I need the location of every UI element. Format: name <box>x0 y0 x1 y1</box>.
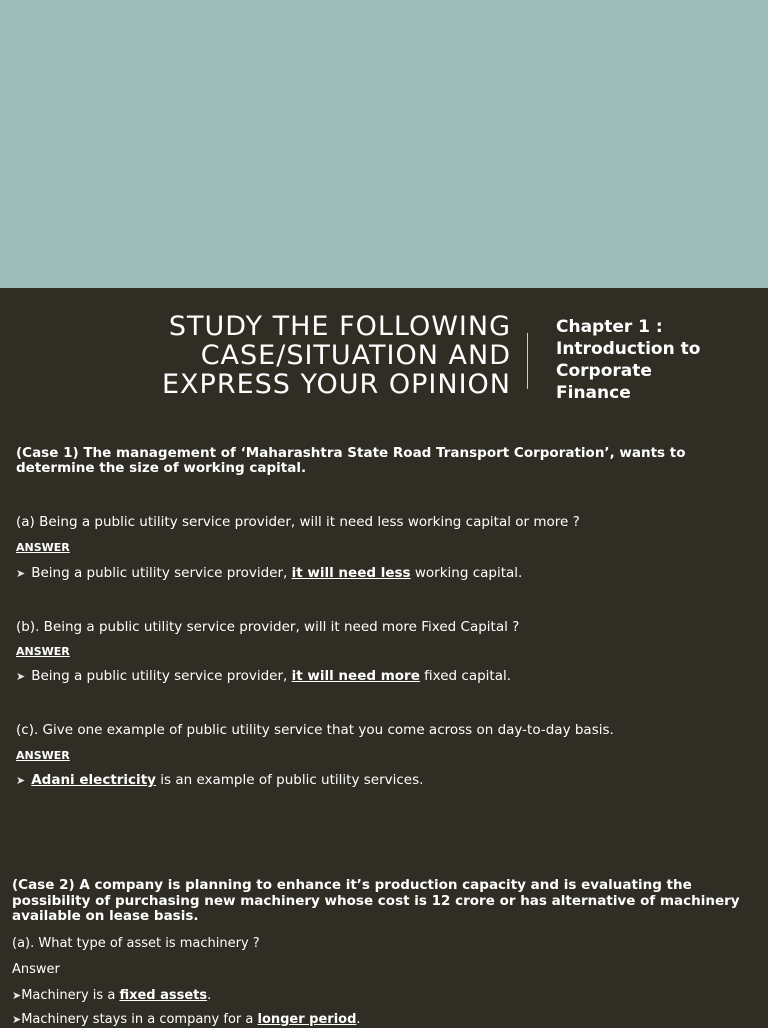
case1-answer-label-b: ANSWER <box>16 645 70 658</box>
case1-question-a: (a) Being a public utility service provider, will it need less working capital or more ? <box>16 514 580 530</box>
case2-bullet-1-emphasis: fixed assets <box>119 988 208 1003</box>
arrow-bullet-icon: ➤ <box>12 989 22 1002</box>
answer-a-post: working capital. <box>410 565 523 581</box>
title-divider <box>527 333 528 389</box>
chapter-line-3: Corporate <box>556 361 652 381</box>
chapter-line-4: Finance <box>556 383 631 403</box>
case2-bullet-2-emphasis: longer period <box>257 1012 357 1027</box>
answer-c-emphasis: Adani electricity <box>31 772 156 788</box>
header-band <box>0 0 768 288</box>
slide-title <box>31 312 511 399</box>
answer-b-post: fixed capital. <box>419 668 512 684</box>
arrow-bullet-icon: ➤ <box>16 774 26 787</box>
arrow-bullet-icon: ➤ <box>16 567 26 580</box>
case2-bullet-1-post: . <box>207 988 212 1003</box>
case2-answer-bullet-1 <box>12 988 211 1004</box>
case1-answer-label-a: ANSWER <box>16 541 70 554</box>
answer-a-pre: Being a public utility service provider, <box>31 565 292 581</box>
case2-bullet-1-pre: Machinery is a <box>21 988 120 1003</box>
case1-answer-a <box>16 565 522 582</box>
chapter-line-2: Introduction to <box>556 339 701 359</box>
case1-answer-c <box>16 772 423 789</box>
chapter-label <box>556 316 756 404</box>
case1-intro: (Case 1) The management of ‘Maharashtra State Road Transport Corporation’, wants to determine the size of working capital. <box>16 445 686 476</box>
case1-question-c: (c). Give one example of public utility service that you come across on day-to-day basis. <box>16 722 614 738</box>
chapter-line-1: Chapter 1 : <box>556 317 663 337</box>
case2-answer-bullet-2 <box>12 1012 361 1028</box>
answer-c-post: is an example of public utility services. <box>155 772 424 788</box>
title-line-3: EXPRESS YOUR OPINION <box>162 369 511 400</box>
arrow-bullet-icon: ➤ <box>12 1013 22 1026</box>
title-line-1: STUDY THE FOLLOWING <box>168 311 511 342</box>
case2-bullet-2-pre: Machinery stays in a company for a <box>21 1012 258 1027</box>
arrow-bullet-icon: ➤ <box>16 670 26 683</box>
answer-a-emphasis: it will need less <box>291 565 411 581</box>
case2-answer-label: Answer <box>12 962 60 977</box>
case1-answer-b <box>16 668 511 685</box>
case1-answer-label-c: ANSWER <box>16 749 70 762</box>
answer-b-emphasis: it will need more <box>291 668 420 684</box>
title-line-2: CASE/SITUATION AND <box>200 340 511 371</box>
case2-question-a: (a). What type of asset is machinery ? <box>12 936 260 951</box>
case1-question-b: (b). Being a public utility service provider, will it need more Fixed Capital ? <box>16 619 520 635</box>
answer-b-pre: Being a public utility service provider, <box>31 668 292 684</box>
case2-bullet-2-post: . <box>356 1012 361 1027</box>
case2-intro: (Case 2) A company is planning to enhance it’s production capacity and is evaluating the possibility of purchasing new machinery whose cost is 12 crore or has alternative of machinery available on lease basis. <box>12 877 740 924</box>
